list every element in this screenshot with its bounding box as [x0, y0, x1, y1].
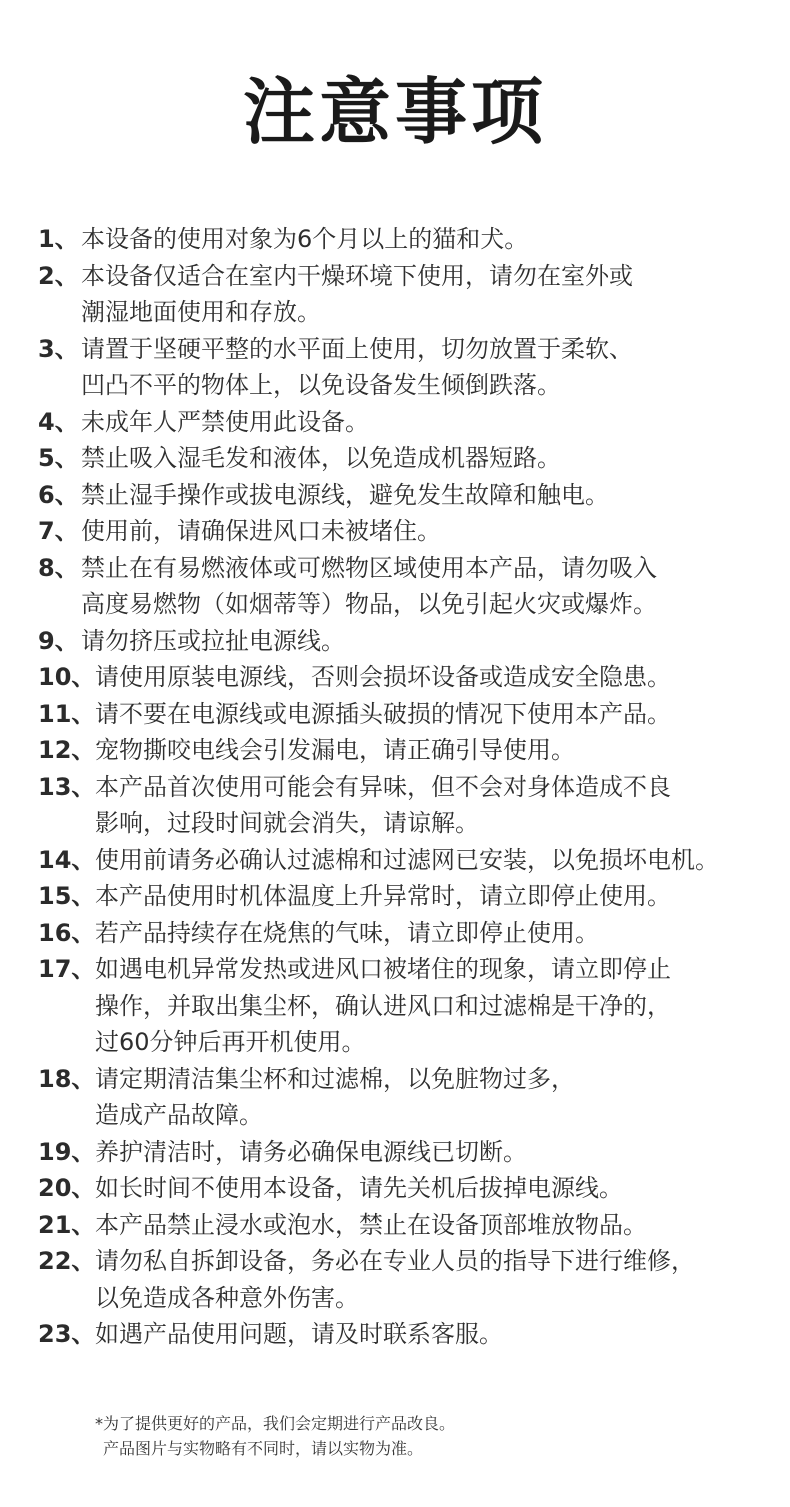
item-text-line: 高度易燃物（如烟蒂等）物品，以免引起火灾或爆炸。 [81, 590, 657, 618]
item-text-line: 禁止吸入湿毛发和液体，以免造成机器短路。 [81, 444, 561, 472]
notice-item [38, 221, 783, 258]
item-number: 8、 [38, 553, 79, 582]
item-number: 5、 [38, 444, 79, 472]
item-text [95, 659, 783, 696]
item-text-line: 禁止湿手操作或拔电源线，避免发生故障和触电。 [81, 480, 609, 509]
item-text-line: 请置于坚硬平整的水平面上使用，切勿放置于柔软、 [81, 334, 633, 363]
item-text-line: 过60分钟后再开机使用。 [95, 1028, 366, 1056]
item-text [81, 477, 783, 514]
item-number: 2、 [38, 261, 79, 290]
item-text [95, 1316, 783, 1353]
item-text-line: 养护清洁时，请务必确保电源线已切断。 [95, 1137, 527, 1166]
item-number: 10、 [38, 663, 96, 691]
notice-item [38, 477, 783, 514]
notice-item [38, 769, 783, 842]
item-number: 15、 [38, 882, 96, 910]
item-number: 1、 [38, 225, 79, 253]
item-number: 17、 [38, 955, 96, 983]
item-number: 19、 [38, 1137, 96, 1166]
item-text [81, 404, 783, 441]
item-text [95, 769, 783, 842]
item-text [95, 951, 783, 1061]
item-text-line: 使用前，请确保进风口未被堵住。 [81, 517, 441, 545]
item-text [95, 1243, 783, 1316]
item-number: 6、 [38, 480, 79, 509]
footnote [95, 1411, 775, 1461]
notice-item [38, 1061, 783, 1134]
item-text-line: 本产品使用时机体温度上升异常时，请立即停止使用。 [95, 882, 671, 910]
item-text-line: 以免造成各种意外伤害。 [95, 1283, 359, 1312]
footnote-line: *为了提供更好的产品，我们会定期进行产品改良。 [95, 1414, 456, 1433]
item-text [95, 1170, 783, 1207]
item-text-line: 本产品首次使用可能会有异味，但不会对身体造成不良 [95, 772, 671, 801]
item-text-line: 操作，并取出集尘杯，确认进风口和过滤棉是干净的， [95, 991, 671, 1020]
item-text [81, 440, 783, 477]
item-text-line: 如遇电机异常发热或进风口被堵住的现象，请立即停止 [95, 955, 671, 983]
item-number: 23、 [38, 1320, 96, 1348]
item-text-line: 宠物撕咬电线会引发漏电，请正确引导使用。 [95, 736, 575, 764]
item-text [95, 842, 783, 879]
item-text-line: 若产品持续存在烧焦的气味，请立即停止使用。 [95, 918, 599, 947]
item-text [81, 623, 783, 660]
item-number: 22、 [38, 1247, 96, 1275]
item-number: 18、 [38, 1064, 96, 1093]
item-text-line: 本产品禁止浸水或泡水，禁止在设备顶部堆放物品。 [95, 1210, 647, 1239]
notice-item [38, 696, 783, 733]
item-text-line: 如长时间不使用本设备，请先关机后拔掉电源线。 [95, 1174, 623, 1202]
item-text [95, 1207, 783, 1244]
notice-item [38, 951, 783, 1061]
item-text-line: 造成产品故障。 [95, 1101, 263, 1129]
item-number: 4、 [38, 407, 79, 436]
item-text-line: 潮湿地面使用和存放。 [81, 298, 321, 326]
notice-item [38, 1316, 783, 1353]
item-number: 13、 [38, 772, 96, 801]
notice-item [38, 1243, 783, 1316]
item-text [95, 878, 783, 915]
item-text-line: 请不要在电源线或电源插头破损的情况下使用本产品。 [95, 699, 671, 728]
item-text [95, 732, 783, 769]
item-text [95, 1134, 783, 1171]
notice-item [38, 331, 783, 404]
notice-item [38, 732, 783, 769]
notice-item [38, 1207, 783, 1244]
page-title: 注意事项 [242, 70, 547, 154]
notice-item [38, 842, 783, 879]
item-number: 12、 [38, 736, 96, 764]
notice-item [38, 623, 783, 660]
footnote-line: 产品图片与实物略有不同时，请以实物为准。 [103, 1439, 424, 1458]
item-text [95, 696, 783, 733]
item-number: 20、 [38, 1174, 96, 1202]
notice-item [38, 258, 783, 331]
item-text-line: 本设备的使用对象为6个月以上的猫和犬。 [81, 225, 529, 253]
item-text-line: 本设备仅适合在室内干燥环境下使用，请勿在室外或 [81, 261, 633, 290]
item-text-line: 影响，过段时间就会消失，请谅解。 [95, 809, 479, 837]
item-text [81, 513, 783, 550]
item-text-line: 请定期清洁集尘杯和过滤棉，以免脏物过多， [95, 1064, 575, 1093]
item-number: 16、 [38, 918, 96, 947]
item-number: 3、 [38, 334, 79, 363]
item-number: 7、 [38, 517, 79, 545]
notice-item [38, 915, 783, 952]
notice-item [38, 1170, 783, 1207]
item-text-line: 如遇产品使用问题，请及时联系客服。 [95, 1320, 503, 1348]
notice-list [38, 221, 783, 1353]
item-text [81, 550, 783, 623]
item-number: 14、 [38, 845, 96, 874]
item-number: 11、 [38, 699, 96, 728]
item-number: 9、 [38, 626, 79, 655]
item-text-line: 使用前请务必确认过滤棉和过滤网已安装，以免损坏电机。 [95, 845, 719, 874]
item-text-line: 请勿私自拆卸设备，务必在专业人员的指导下进行维修， [95, 1247, 695, 1275]
notice-item [38, 659, 783, 696]
item-text [81, 258, 783, 331]
notice-item [38, 1134, 783, 1171]
item-text-line: 请勿挤压或拉扯电源线。 [81, 626, 345, 655]
notice-item [38, 440, 783, 477]
item-text-line: 禁止在有易燃液体或可燃物区域使用本产品，请勿吸入 [81, 553, 657, 582]
item-text [81, 221, 783, 258]
item-text [95, 1061, 783, 1134]
notice-item [38, 878, 783, 915]
item-text-line: 凹凸不平的物体上，以免设备发生倾倒跌落。 [81, 371, 561, 399]
item-text-line: 请使用原装电源线，否则会损坏设备或造成安全隐患。 [95, 663, 671, 691]
item-text-line: 未成年人严禁使用此设备。 [81, 407, 369, 436]
notice-item [38, 404, 783, 441]
item-text [81, 331, 783, 404]
item-text [95, 915, 783, 952]
notice-item [38, 513, 783, 550]
item-number: 21、 [38, 1210, 96, 1239]
notice-item [38, 550, 783, 623]
